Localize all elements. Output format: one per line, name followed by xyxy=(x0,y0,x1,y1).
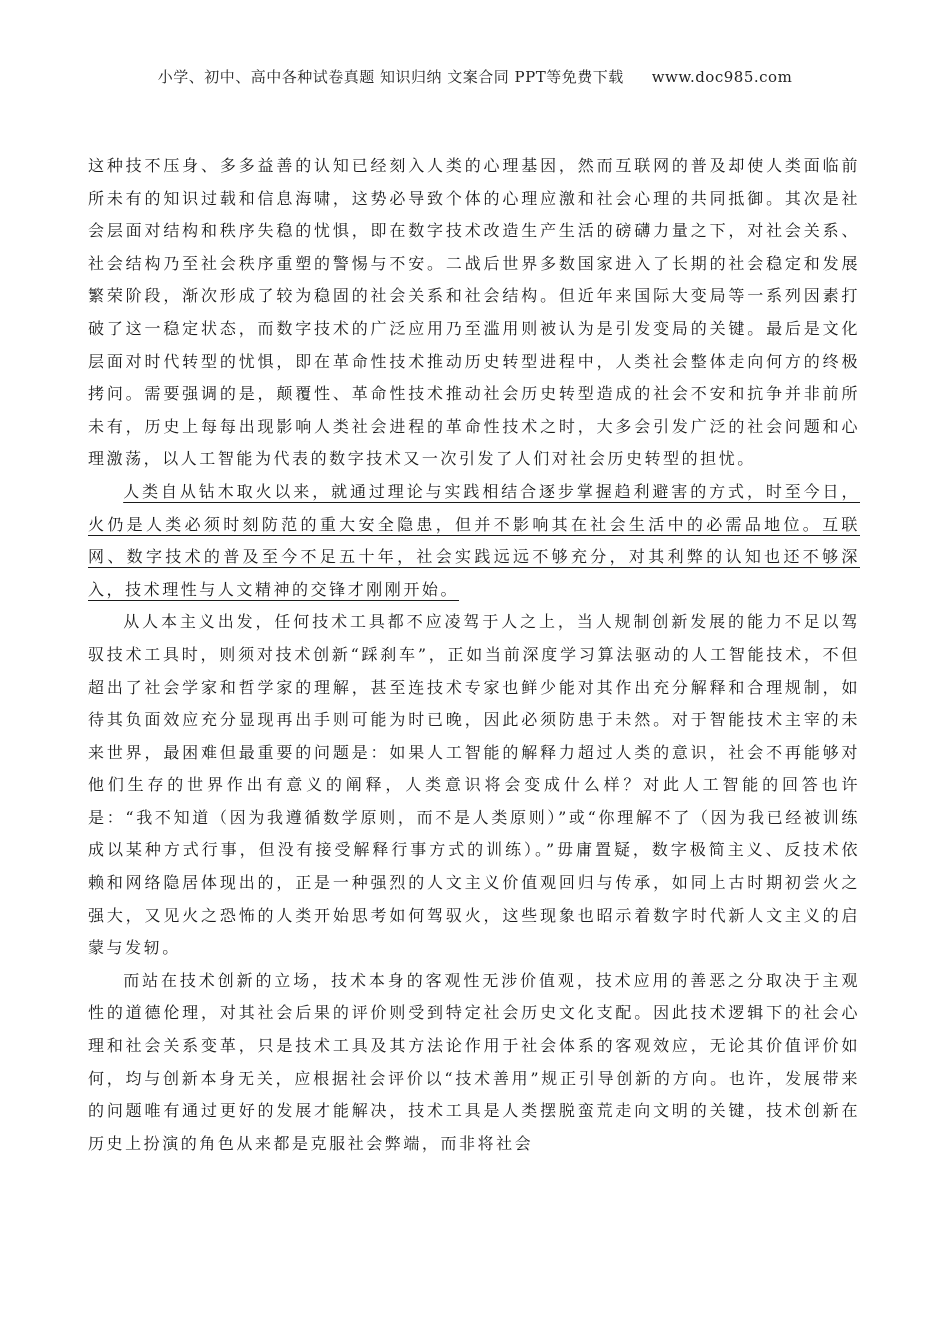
article-body xyxy=(88,150,860,1160)
page-header xyxy=(0,66,950,87)
header-text: 小学、初中、高中各种试卷真题 知识归纳 文案合同 PPT等免费下载 xyxy=(157,68,624,86)
paragraph-1: 这种技不压身、多多益善的认知已经刻入人类的心理基因，然而互联网的普及却使人类面临前所未有的知识过载和信息海啸，这势必导致个体的心理应激和社会心理的共同抵御。其次是社会层面对结构和秩序失稳的忧惧，即在数字技术改造生产生活的磅礴力量之下，对社会关系、社会结构乃至社会秩序重塑的警惕与不安。二战后世界多数国家进入了长期的社会稳定和发展繁荣阶段，渐次形成了较为稳固的社会关系和社会结构。但近年来国际大变局等一系列因素打破了这一稳定状态，而数字技术的广泛应用乃至滥用则被认为是引发变局的关键。最后是文化层面对时代转型的忧惧，即在革命性技术推动历史转型进程中，人类社会整体走向何方的终极拷问。需要强调的是，颠覆性、革命性技术推动社会历史转型造成的社会不安和抗争并非前所未有，历史上每每出现影响人类社会进程的革命性技术之时，大多会引发广泛的社会问题和心理激荡，以人工智能为代表的数字技术又一次引发了人们对社会历史转型的担忧。 xyxy=(88,156,860,469)
paragraph-2-underlined: 人类自从钻木取火以来，就通过理论与实践相结合逐步掌握趋利避害的方式，时至今日，火仍是人类必须时刻防范的重大安全隐患，但并不影响其在社会生活中的必需品地位。互联网、数字技术的普及至今不足五十年，社会实践远远不够充分，对其利弊的认知也还不够深入，技术理性与人文精神的交锋才刚刚开始。 xyxy=(88,481,860,599)
paragraph-3: 从人本主义出发，任何技术工具都不应凌驾于人之上，当人规制创新发展的能力不足以驾驭技术工具时，则须对技术创新“踩刹车”，正如当前深度学习算法驱动的人工智能技术，不但超出了社会学家和哲学家的理解，甚至连技术专家也鲜少能对其作出充分解释和合理规制，如待其负面效应充分显现再出手则可能为时已晚，因此必须防患于未然。对于智能技术主宰的未来世界，最困难但最重要的问题是：如果人工智能的解释力超过人类的意识，社会不再能够对他们生存的世界作出有意义的阐释，人类意识将会变成什么样？对此人工智能的回答也许是：“我不知道（因为我遵循数学原则，而不是人类原则）”或“你理解不了（因为我已经被训练成以某种方式行事，但没有接受解释行事方式的训练）。”毋庸置疑，数字极简主义、反技术依赖和网络隐居体现出的，正是一种强烈的人文主义价值观回归与传承，如同上古时期初尝火之强大，又见火之恐怖的人类开始思考如何驾驭火，这些现象也昭示着数字时代新人文主义的启蒙与发轫。 xyxy=(88,612,860,958)
paragraph-4: 而站在技术创新的立场，技术本身的客观性无涉价值观，技术应用的善恶之分取决于主观性的道德伦理，对其社会后果的评价则受到特定社会历史文化支配。因此技术逻辑下的社会心理和社会关系变革，只是技术工具及其方法论作用于社会体系的客观效应，无论其价值评价如何，均与创新本身无关，应根据社会评价以“技术善用”规正引导创新的方向。也许，发展带来的问题唯有通过更好的发展才能解决，技术工具是人类摆脱蛮荒走向文明的关键，技术创新在历史上扮演的角色从来都是克服社会弊端，而非将社会 xyxy=(88,970,860,1153)
header-site-url: www.doc985.com xyxy=(651,68,793,86)
